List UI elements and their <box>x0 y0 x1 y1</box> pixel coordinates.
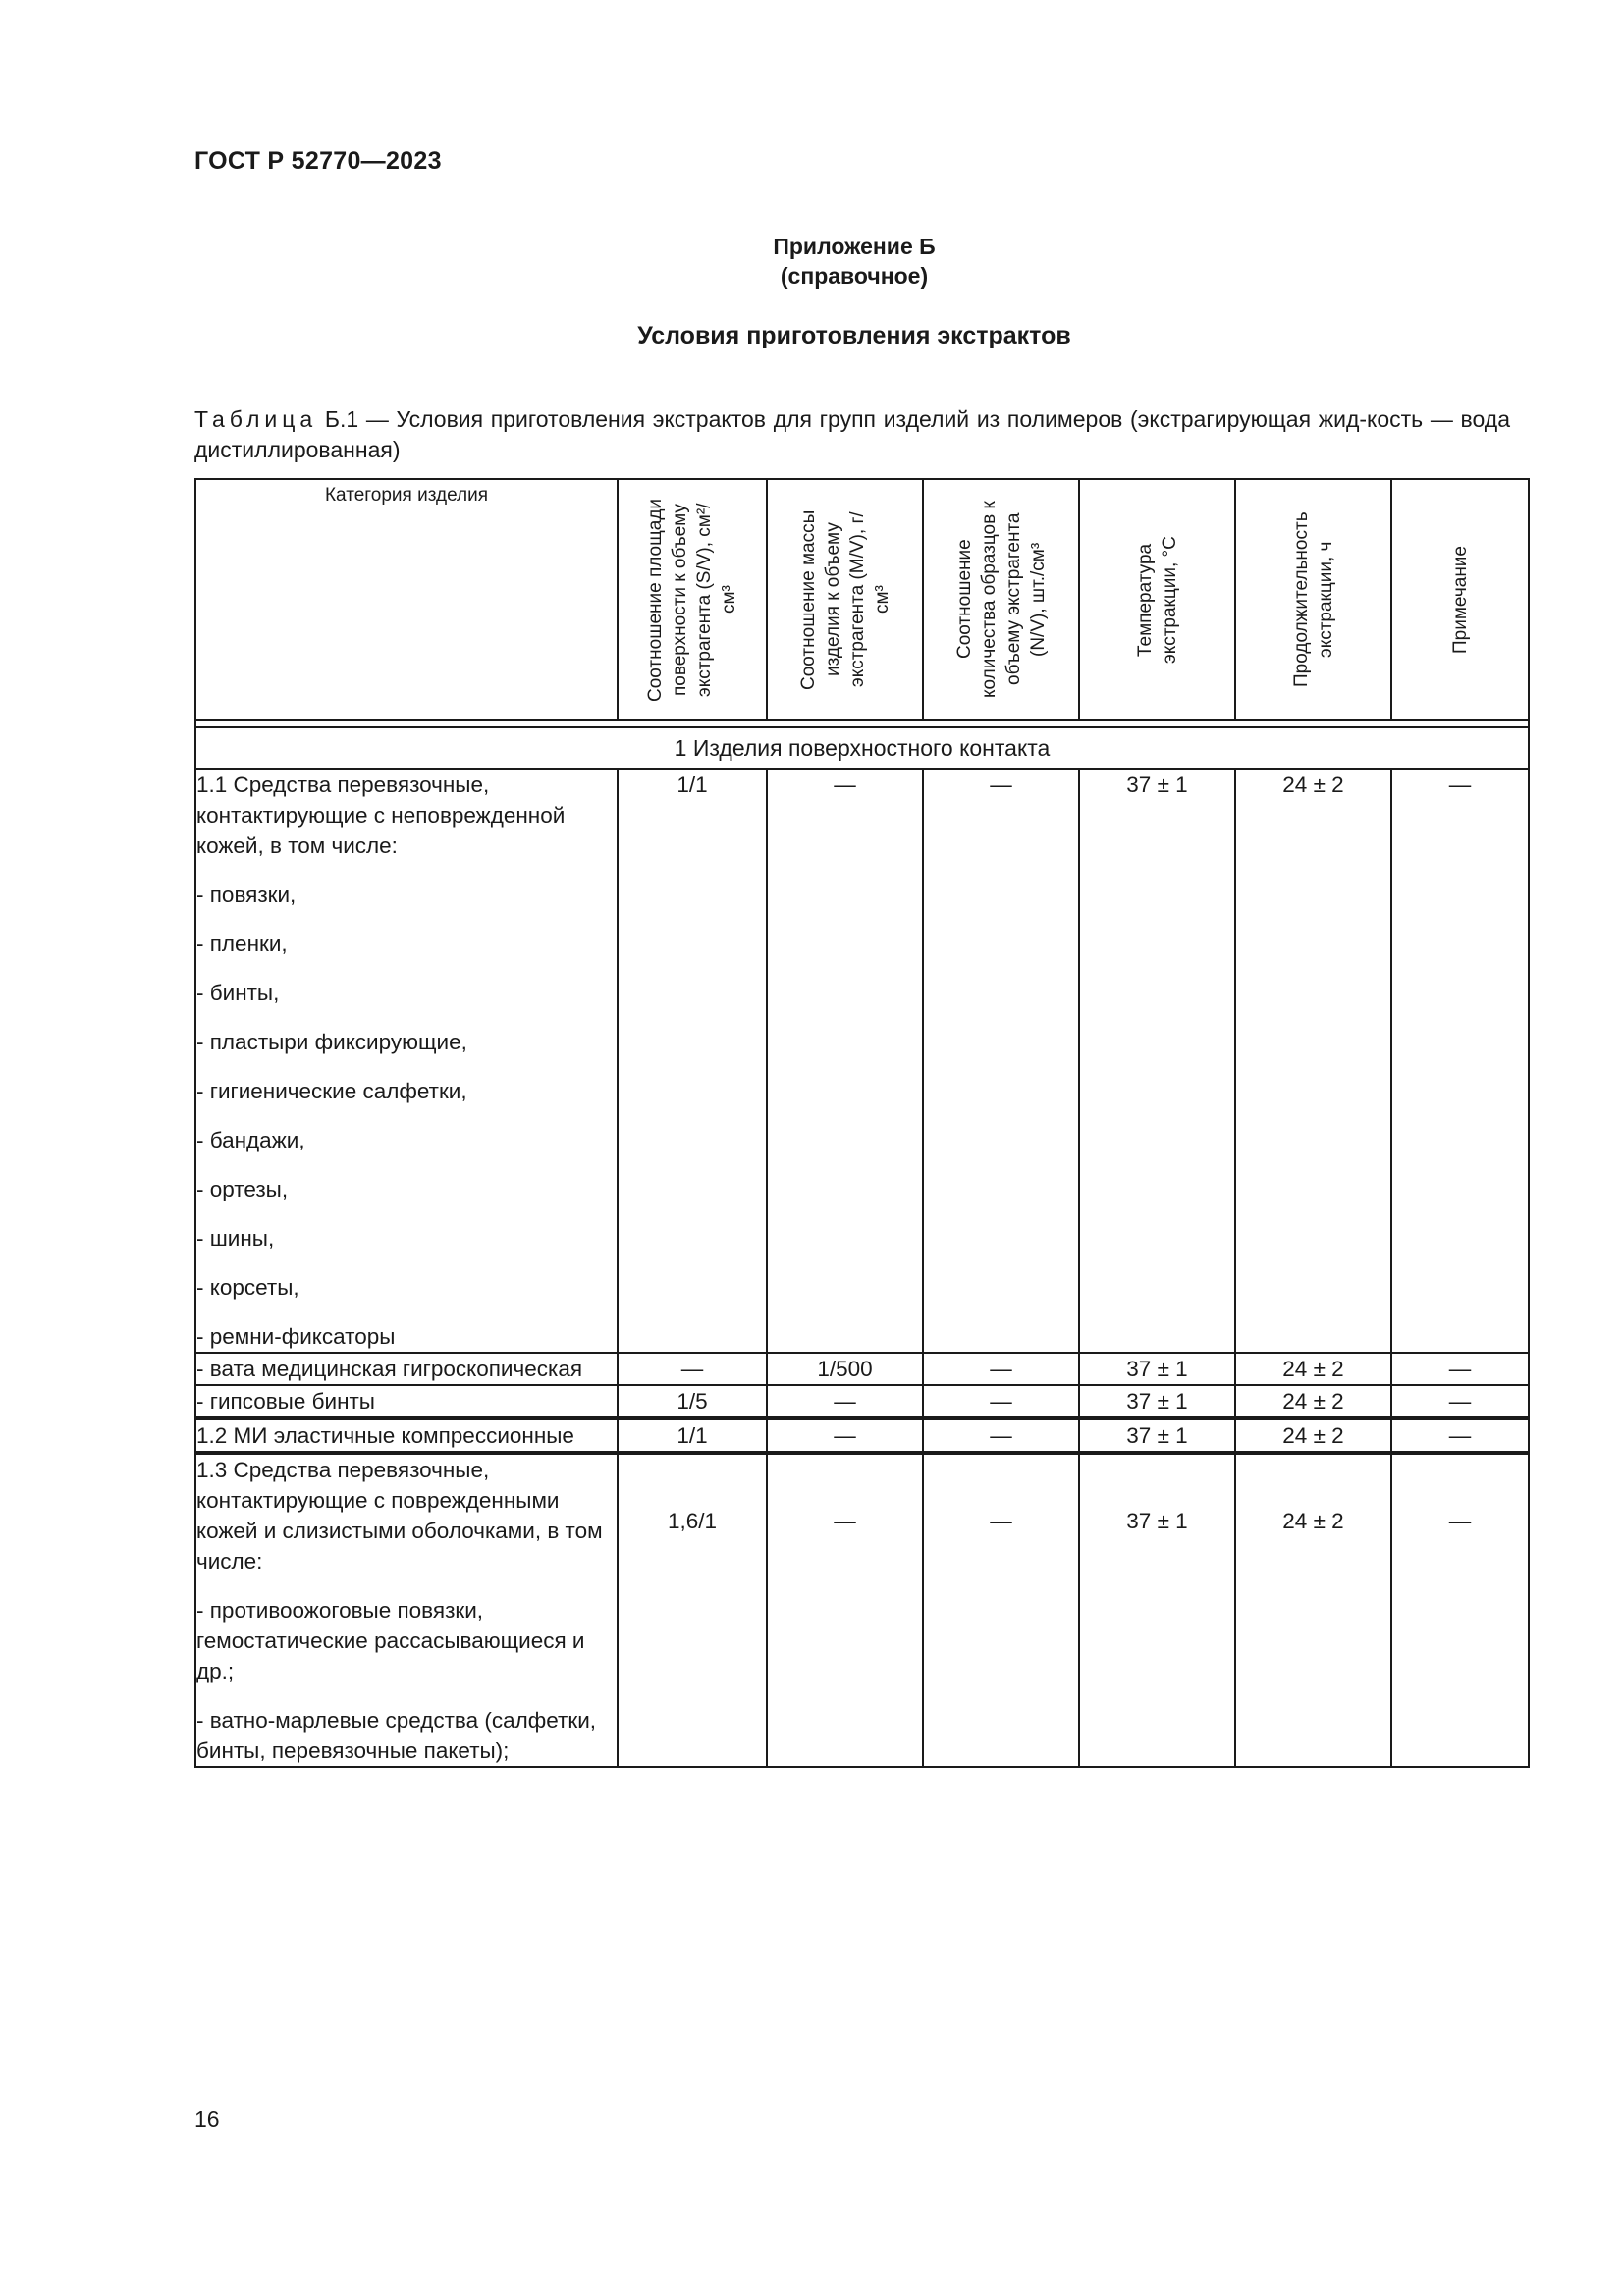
list-item: - гигиенические салфетки, <box>196 1079 467 1103</box>
list-item: - шины, <box>196 1226 275 1251</box>
note-cell: — <box>1391 1453 1529 1767</box>
table-row <box>195 769 1529 1353</box>
header-separator <box>195 720 1529 727</box>
temperature-cell: 37 ± 1 <box>1079 1385 1235 1418</box>
sv-cell: 1,6/1 <box>618 1453 767 1767</box>
nv-cell: — <box>923 769 1079 1353</box>
sv-cell: 1/1 <box>618 769 767 1353</box>
annex-type: (справочное) <box>780 263 929 289</box>
category-cell <box>195 1453 618 1767</box>
temperature-cell: 37 ± 1 <box>1079 1418 1235 1453</box>
duration-cell: 24 ± 2 <box>1235 769 1391 1353</box>
note-cell: — <box>1391 1353 1529 1385</box>
sv-cell: 1/1 <box>618 1418 767 1453</box>
extraction-conditions-table <box>194 478 1530 1768</box>
category-cell <box>195 769 618 1353</box>
note-cell: — <box>1391 1418 1529 1453</box>
note-cell: — <box>1391 769 1529 1353</box>
table-caption-text: Б.1 — Условия приготовления экстрактов для групп изделий из полимеров (экстрагирующая жид-кость — вода дистиллированная) <box>194 406 1511 462</box>
category-text: 1.1 Средства перевязочные, контактирующие с неповрежденной кожей, в том числе: <box>196 773 566 858</box>
sv-cell: 1/5 <box>618 1385 767 1418</box>
list-item: - ремни-фиксаторы <box>196 1324 396 1349</box>
list-item: - повязки, <box>196 882 297 907</box>
mv-cell: — <box>767 1453 923 1767</box>
list-item: - корсеты, <box>196 1275 299 1300</box>
table-row <box>195 1385 1529 1418</box>
list-item: - пленки, <box>196 932 288 956</box>
mv-cell: — <box>767 769 923 1353</box>
temperature-cell: 37 ± 1 <box>1079 1353 1235 1385</box>
note-cell: — <box>1391 1385 1529 1418</box>
table-row <box>195 1418 1529 1453</box>
column-header-duration: Продолжительность экстракции, ч <box>1235 479 1391 720</box>
column-header-category: Категория изделия <box>195 479 618 720</box>
duration-cell: 24 ± 2 <box>1235 1418 1391 1453</box>
mv-cell: — <box>767 1385 923 1418</box>
column-header-mv: Соотношение массы изделия к объему экстрагента (M/V), г/см³ <box>767 479 923 720</box>
category-text: 1.3 Средства перевязочные, контактирующие с поврежденными кожей и слизистыми оболочками, в том числе: <box>196 1458 603 1574</box>
duration-cell: 24 ± 2 <box>1235 1453 1391 1767</box>
list-item: - противоожоговые повязки, гемостатические рассасывающиеся и др.; <box>196 1598 585 1683</box>
table-caption <box>194 404 1510 465</box>
annex-title: Приложение Б <box>773 234 936 259</box>
document-code: ГОСТ Р 52770—2023 <box>194 147 442 175</box>
category-cell: - вата медицинская гигроскопическая <box>195 1353 618 1385</box>
mv-cell: — <box>767 1418 923 1453</box>
duration-cell: 24 ± 2 <box>1235 1385 1391 1418</box>
category-cell: - гипсовые бинты <box>195 1385 618 1418</box>
section-title: Условия приготовления экстрактов <box>637 322 1071 349</box>
nv-cell: — <box>923 1385 1079 1418</box>
table-caption-label: Таблица <box>194 406 318 432</box>
temperature-cell: 37 ± 1 <box>1079 1453 1235 1767</box>
section-row <box>195 727 1529 769</box>
table-row <box>195 1353 1529 1385</box>
column-header-sv: Соотношение площади поверхности к объему экстрагента (S/V), см²/см³ <box>618 479 767 720</box>
list-item: - ортезы, <box>196 1177 289 1201</box>
nv-cell: — <box>923 1453 1079 1767</box>
column-header-note: Примечание <box>1391 479 1529 720</box>
nv-cell: — <box>923 1353 1079 1385</box>
temperature-cell: 37 ± 1 <box>1079 769 1235 1353</box>
column-header-temperature: Температура экстракции, °С <box>1079 479 1235 720</box>
section-title-cell: 1 Изделия поверхностного контакта <box>195 727 1529 769</box>
sv-cell: — <box>618 1353 767 1385</box>
list-item: - пластыри фиксирующие, <box>196 1030 467 1054</box>
list-item: - бинты, <box>196 981 280 1005</box>
mv-cell: 1/500 <box>767 1353 923 1385</box>
category-cell: 1.2 МИ эластичные компрессионные <box>195 1418 618 1453</box>
table-row <box>195 1453 1529 1767</box>
page-number: 16 <box>194 2107 220 2132</box>
nv-cell: — <box>923 1418 1079 1453</box>
list-item: - ватно-марлевые средства (салфетки, бинты, перевязочные пакеты); <box>196 1708 597 1763</box>
duration-cell: 24 ± 2 <box>1235 1353 1391 1385</box>
table-header-row <box>195 479 1529 720</box>
list-item: - бандажи, <box>196 1128 305 1152</box>
column-header-nv: Соотношение количества образцов к объему экстрагента (N/V), шт./см³ <box>923 479 1079 720</box>
